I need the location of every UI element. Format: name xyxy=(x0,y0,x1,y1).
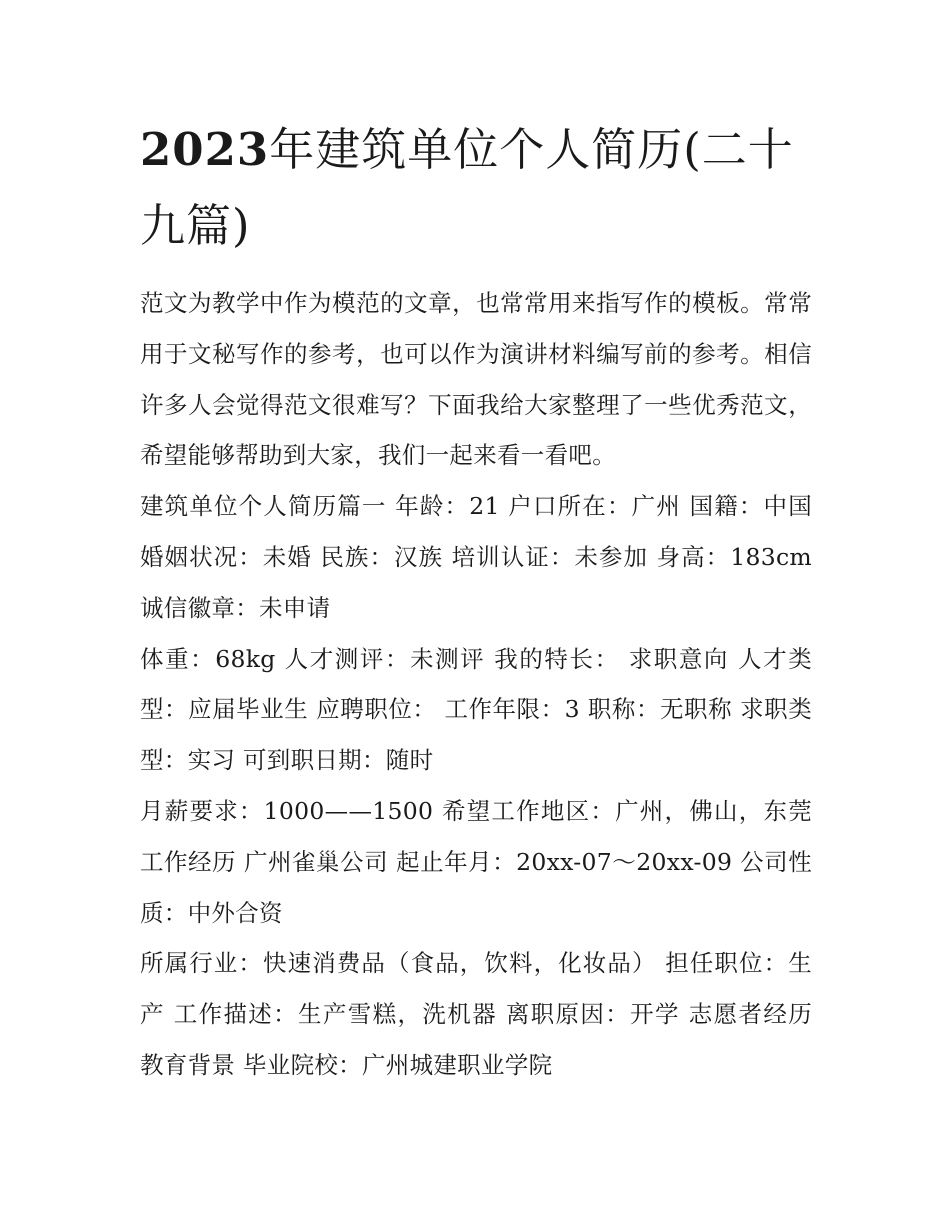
title-text: 年建筑单位个人简历(二十九篇) xyxy=(140,123,794,252)
resume-job-intention-paragraph: 体重：68kg 人才测评：未测评 我的特长： 求职意向 人才类型：应届毕业生 应聘职位： 工作年限：3 职称：无职称 求职类型：实习 可到职日期：随时 xyxy=(140,644,812,775)
resume-education-paragraph: 所属行业：快速消费品（食品，饮料，化妆品） 担任职位：生产 工作描述：生产雪糕，洗机器 离职原因：开学 志愿者经历 教育背景 毕业院校：广州城建职业学院 xyxy=(140,949,812,1079)
document-page xyxy=(140,112,812,1091)
intro-paragraph: 范文为教学中作为模范的文章，也常常用来指写作的模板。常常用于文秘写作的参考，也可以作为演讲材料编写前的参考。相信许多人会觉得范文很难写？下面我给大家整理了一些优秀范文，希望能够帮助到大家，我们一起来看一看吧。 xyxy=(140,289,812,470)
resume-basic-info-paragraph: 建筑单位个人简历篇一 年龄：21 户口所在：广州 国籍：中国 婚姻状况：未婚 民族：汉族 培训认证：未参加 身高：183cm 诚信徽章：未申请 xyxy=(140,492,812,622)
resume-work-experience-paragraph: 月薪要求：1000——1500 希望工作地区：广州，佛山，东莞 工作经历 广州雀巢公司 起止年月：20xx-07～20xx-09 公司性质：中外合资 xyxy=(140,796,812,927)
document-title xyxy=(140,112,812,264)
title-year: 2023 xyxy=(140,123,270,176)
